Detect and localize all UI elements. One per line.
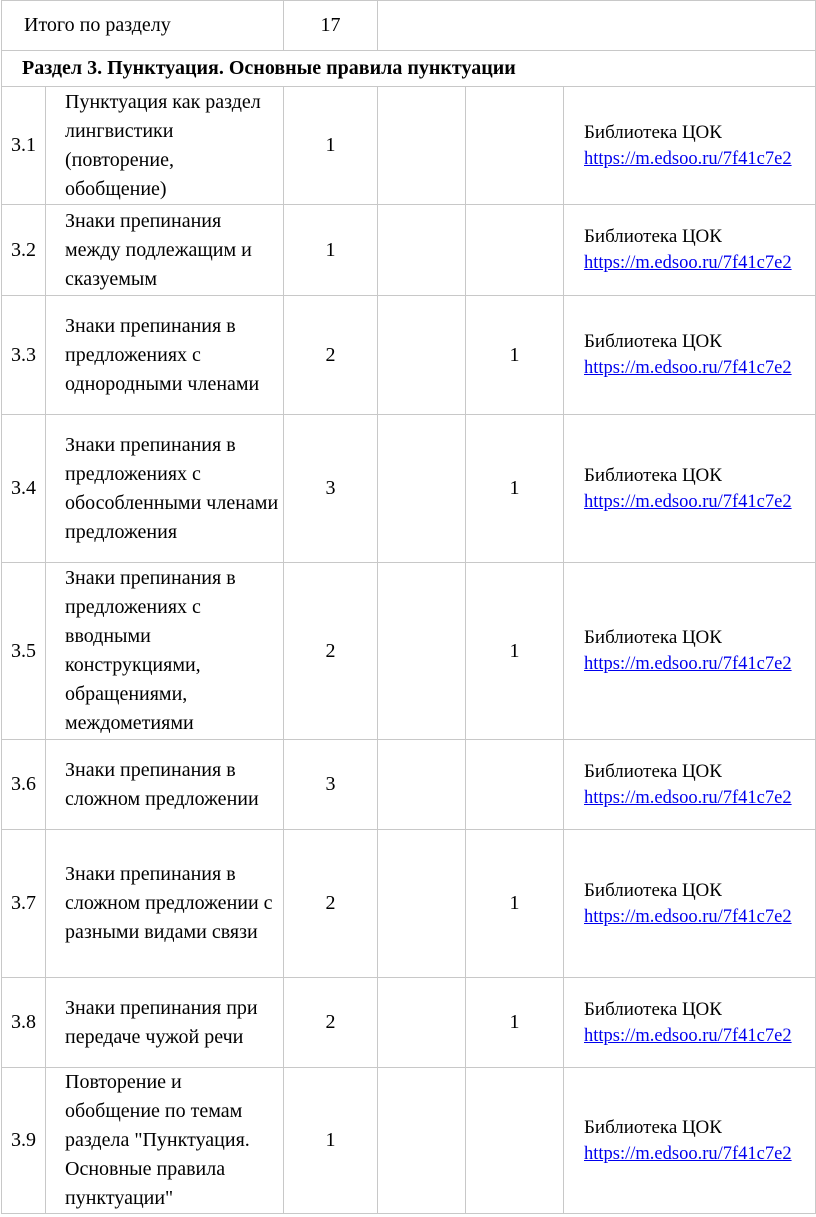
- row-number: 3.9: [2, 1068, 46, 1214]
- total-hours: 3: [284, 740, 378, 830]
- control-work-hours: [378, 1068, 466, 1214]
- row-number: 3.6: [2, 740, 46, 830]
- practical-work-hours: 1: [466, 563, 564, 740]
- resource-cell: [564, 87, 816, 205]
- resource-cell: [564, 205, 816, 296]
- control-work-hours: [378, 296, 466, 415]
- resource-label: Библиотека ЦОК: [584, 464, 722, 486]
- practical-work-hours: 1: [466, 296, 564, 415]
- table-row: [2, 415, 816, 563]
- resource-link[interactable]: https://m.edsoo.ru/7f41c7e2: [584, 148, 792, 169]
- section-summary-row: [2, 1, 816, 51]
- control-work-hours: [378, 830, 466, 978]
- control-work-hours: [378, 740, 466, 830]
- resource-link[interactable]: https://m.edsoo.ru/7f41c7e2: [584, 253, 792, 273]
- total-hours: 1: [284, 205, 378, 296]
- total-hours: 2: [284, 978, 378, 1068]
- lesson-plan-table: [1, 0, 816, 1214]
- resource-cell: [564, 830, 816, 978]
- resource-link[interactable]: https://m.edsoo.ru/7f41c7e2: [584, 358, 792, 378]
- resource-cell: [564, 563, 816, 740]
- resource-link[interactable]: https://m.edsoo.ru/7f41c7e2: [584, 1143, 792, 1164]
- summary-label: Итого по разделу: [2, 1, 284, 51]
- total-hours: 1: [284, 1068, 378, 1214]
- table-row: [2, 296, 816, 415]
- resource-label: Библиотека ЦОК: [584, 879, 722, 901]
- row-number: 3.2: [2, 205, 46, 296]
- table-row: [2, 1068, 816, 1214]
- resource-link[interactable]: https://m.edsoo.ru/7f41c7e2: [584, 654, 792, 674]
- table-row: [2, 830, 816, 978]
- lesson-title: Знаки препинания в предложениях с обособленными членами предложения: [46, 415, 284, 563]
- table-row: [2, 978, 816, 1068]
- resource-link[interactable]: https://m.edsoo.ru/7f41c7e2: [584, 491, 792, 512]
- practical-work-hours: [466, 205, 564, 296]
- resource-link[interactable]: https://m.edsoo.ru/7f41c7e2: [584, 906, 792, 927]
- resource-cell: [564, 978, 816, 1068]
- row-number: 3.5: [2, 563, 46, 740]
- total-hours: 1: [284, 87, 378, 205]
- resource-cell: [564, 296, 816, 415]
- resource-cell: [564, 415, 816, 563]
- lesson-title: Знаки препинания между подлежащим и сказуемым: [46, 205, 284, 296]
- total-hours: 2: [284, 563, 378, 740]
- resource-label: Библиотека ЦОК: [584, 998, 722, 1020]
- row-number: 3.1: [2, 87, 46, 205]
- control-work-hours: [378, 978, 466, 1068]
- row-number: 3.8: [2, 978, 46, 1068]
- row-number: 3.4: [2, 415, 46, 563]
- row-number: 3.3: [2, 296, 46, 415]
- lesson-title: Знаки препинания в сложном предложении: [46, 740, 284, 830]
- practical-work-hours: 1: [466, 830, 564, 978]
- control-work-hours: [378, 563, 466, 740]
- lesson-title: Знаки препинания в предложениях с вводными конструкциями, обращениями, междометиями: [46, 563, 284, 740]
- control-work-hours: [378, 87, 466, 205]
- summary-hours: 17: [284, 1, 378, 51]
- total-hours: 3: [284, 415, 378, 563]
- resource-label: Библиотека ЦОК: [584, 627, 722, 648]
- lesson-title: Пунктуация как раздел лингвистики (повторение, обобщение): [46, 87, 284, 205]
- resource-label: Библиотека ЦОК: [584, 226, 722, 247]
- resource-cell: [564, 740, 816, 830]
- lesson-title: Знаки препинания при передаче чужой речи: [46, 978, 284, 1068]
- row-number: 3.7: [2, 830, 46, 978]
- resource-label: Библиотека ЦОК: [584, 331, 722, 352]
- practical-work-hours: [466, 87, 564, 205]
- practical-work-hours: 1: [466, 415, 564, 563]
- table-row: [2, 740, 816, 830]
- practical-work-hours: [466, 740, 564, 830]
- table-row: [2, 87, 816, 205]
- practical-work-hours: 1: [466, 978, 564, 1068]
- resource-label: Библиотека ЦОК: [584, 760, 722, 782]
- practical-work-hours: [466, 1068, 564, 1214]
- section-title: Раздел 3. Пунктуация. Основные правила пунктуации: [2, 51, 816, 87]
- table-row: [2, 563, 816, 740]
- total-hours: 2: [284, 830, 378, 978]
- resource-link[interactable]: https://m.edsoo.ru/7f41c7e2: [584, 1025, 792, 1046]
- total-hours: 2: [284, 296, 378, 415]
- section-header-row: [2, 51, 816, 87]
- lesson-title: Знаки препинания в сложном предложении с разными видами связи: [46, 830, 284, 978]
- resource-label: Библиотека ЦОК: [584, 1116, 722, 1138]
- summary-empty-cell: [378, 1, 816, 51]
- control-work-hours: [378, 205, 466, 296]
- lesson-title: Знаки препинания в предложениях с однородными членами: [46, 296, 284, 415]
- table-row: [2, 205, 816, 296]
- resource-label: Библиотека ЦОК: [584, 121, 722, 143]
- resource-cell: [564, 1068, 816, 1214]
- control-work-hours: [378, 415, 466, 563]
- resource-link[interactable]: https://m.edsoo.ru/7f41c7e2: [584, 787, 792, 808]
- lesson-title: Повторение и обобщение по темам раздела "Пунктуация. Основные правила пунктуации": [46, 1068, 284, 1214]
